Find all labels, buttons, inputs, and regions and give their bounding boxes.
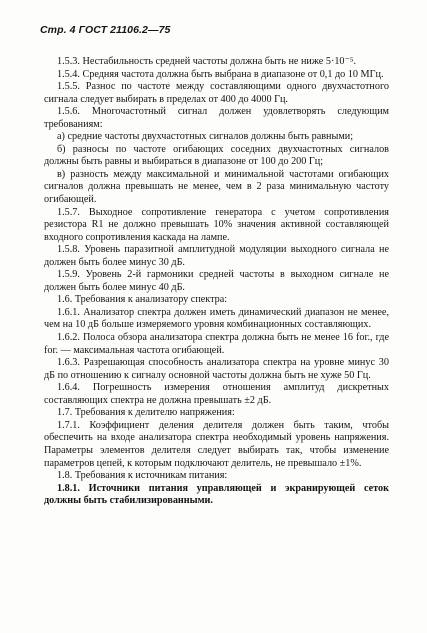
paragraph-1-5-5: 1.5.5. Разнос по частоте между составляющими одного двухчастотного сигнала следует выбирать в пределах от 400 до 4000 Гц. [44,81,389,105]
paragraph-item-a: а) средние частоты двухчастотных сигналов должны быть равными; [57,131,354,143]
paragraph-1-5-7: 1.5.7. Выходное сопротивление генератора с учетом сопротивления резистора R1 не должно превышать 10% значения активной составляющей входного сопротивления каскада на лампе. [44,206,389,243]
paragraph-1-5-9: 1.5.9. Уровень 2-й гармоники средней частоты в выходном сигнале не должен быть более минус 40 дБ. [44,269,389,293]
page-header: Стр. 4 ГОСТ 21106.2—75 [40,24,171,36]
paragraph-1-5-4: 1.5.4. Средняя частота должна быть выбрана в диапазоне от 0,1 до 10 МГц. [57,68,384,80]
paragraph-item-v: в) разность между максимальной и минимальной частотами огибающих сигналов должна превышать не менее, чем в 2 раза минимальную частоту огибающей. [44,168,389,206]
section-heading-1-7: 1.7. Требования к делителю напряжения: [57,407,235,419]
paragraph-1-8-1: 1.8.1. Источники питания управляющей и экранирующей сеток должны быть стабилизированными. [44,482,389,507]
document-body [44,56,389,508]
paragraph-item-b: б) разносы по частоте огибающих соседних двухчастотных сигналов должны быть равны и выбираться в диапазоне от 100 до 200 Гц; [44,143,389,168]
paragraph-1-6-2: 1.6.2. Полоса обзора анализатора спектра должна быть не менее 16 fог., где fог. — максимальная частота огибающей. [44,332,389,356]
paragraph-1-6-4: 1.6.4. Погрешность измерения отношения амплитуд дискретных составляющих спектра не должна превышать ±2 дБ. [44,382,389,406]
section-heading-1-6: 1.6. Требования к анализатору спектра: [57,294,228,306]
section-heading-1-8: 1.8. Требования к источникам питания: [57,470,228,482]
paragraph-1-5-8: 1.5.8. Уровень паразитной амплитудной модуляции выходного сигнала не должен быть более минус 30 дБ. [44,244,389,268]
paragraph-1-6-1: 1.6.1. Анализатор спектра должен иметь динамический диапазон не менее, чем на 10 дБ больше измеряемого уровня комбинационных составляющих. [44,306,389,331]
paragraph-1-6-3: 1.6.3. Разрешающая способность анализатора спектра на уровне минус 30 дБ по отношению к сигналу основной частоты должна быть не хуже 50 Гц. [44,357,389,381]
paragraph-1-5-6: 1.5.6. Многочастотный сигнал должен удовлетворять следующим требованиям: [44,106,389,130]
paragraph-1-7-1: 1.7.1. Коэффициент деления делителя должен быть таким, чтобы обеспечить на входе анализатора спектра необходимый уровень напряжения. Параметры элементов делителя следует выбирать так, чтобы изменение параметров цепей, к которым подключают делитель, не превышало ±1%. [44,419,389,469]
paragraph-1-5-3: 1.5.3. Нестабильность средней частоты должна быть не ниже 5·10⁻⁵. [57,56,357,67]
